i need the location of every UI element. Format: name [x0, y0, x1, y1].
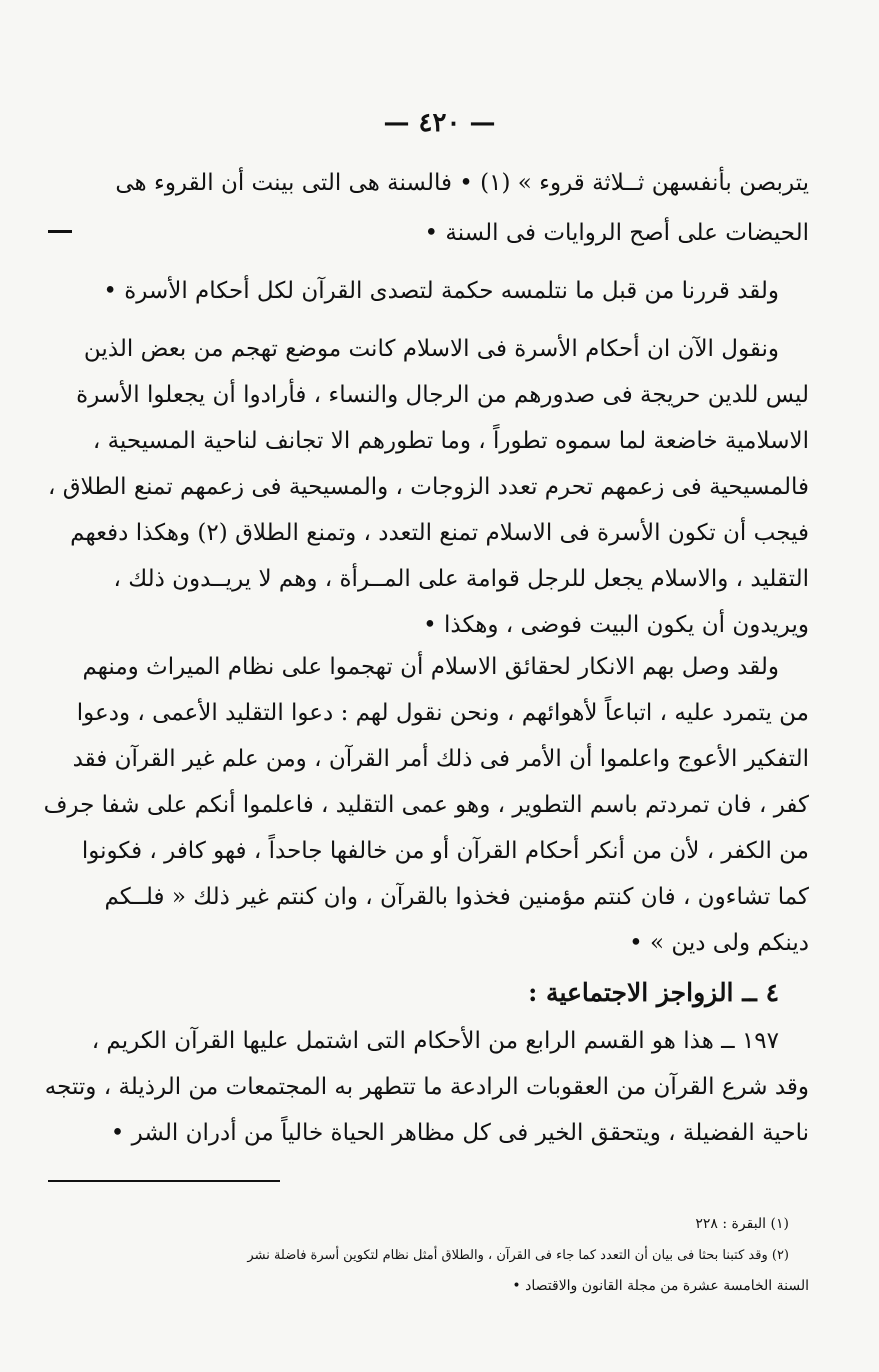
footnote-2: (٢) وقد كتبنا بحثا فى بيان أن التعدد كما جاء فى القرآن ، والطلاق أمثل نظام لتكوين أسرة فاضلة نشر — [247, 1248, 789, 1263]
text-line: ليس للدين حريجة فى صدورهم من الرجال والنساء ، فأرادوا أن يجعلوا الأسرة — [76, 382, 809, 408]
text-line: ١٩٧ ــ هذا هو القسم الرابع من الأحكام التى اشتمل عليها القرآن الكريم ، — [91, 1028, 779, 1054]
text-line: التفكير الأعوج واعلموا أن الأمر فى ذلك أمر القرآن ، ومن علم غير القرآن فقد — [72, 746, 809, 772]
section-heading: ٤ ــ الزواجز الاجتماعية : — [528, 978, 779, 1007]
text-line: فالمسيحية فى زعمهم تحرم تعدد الزوجات ، والمسيحية فى زعمهم تمنع الطلاق ، — [47, 474, 809, 500]
text-line: الاسلامية خاضعة لما سموه تطوراً ، وما تطورهم الا تجانف لناحية المسيحية ، — [92, 428, 809, 454]
margin-dash — [48, 230, 72, 233]
text-line: وقد شرع القرآن من العقوبات الرادعة ما تتطهر به المجتمعات من الرذيلة ، وتتجه — [44, 1074, 809, 1100]
text-line: التقليد ، والاسلام يجعل للرجل قوامة على المــرأة ، وهم لا يريــدون ذلك ، — [113, 566, 809, 592]
text-line: الحيضات على أصح الروايات فى السنة • — [424, 220, 809, 246]
text-line: دينكم ولى دين » • — [629, 930, 809, 956]
text-line: فيجب أن تكون الأسرة فى الاسلام تمنع التعدد ، وتمنع الطلاق (٢) وهكذا دفعهم — [70, 520, 809, 546]
text-line: ونقول الآن ان أحكام الأسرة فى الاسلام كانت موضع تهجم من بعض الذين — [83, 336, 779, 362]
text-line: ولقد قررنا من قبل ما نتلمسه حكمة لتصدى القرآن لكل أحكام الأسرة • — [103, 278, 779, 304]
footnote-1: (١) البقرة : ٢٢٨ — [695, 1216, 789, 1232]
page-number: — ٤٢٠ — — [383, 108, 496, 138]
text-line: من يتمرد عليه ، اتباعاً لأهوائهم ، ونحن نقول لهم : دعوا التقليد الأعمى ، ودعوا — [76, 700, 809, 726]
footnote-2-continuation: السنة الخامسة عشرة من مجلة القانون والاقتصاد • — [512, 1278, 809, 1294]
text-line: من الكفر ، لأن من أنكر أحكام القرآن أو من خالفها جاحداً ، فهو كافر ، فكونوا — [81, 838, 809, 864]
text-line: ناحية الفضيلة ، ويتحقق الخير فى كل مظاهر الحياة خالياً من أدران الشر • — [110, 1120, 809, 1146]
text-line: كما تشاءون ، فان كنتم مؤمنين فخذوا بالقرآن ، وان كنتم غير ذلك « فلــكم — [104, 884, 809, 910]
text-line: كفر ، فان تمردتم باسم التطوير ، وهو عمى التقليد ، فاعلموا أنكم على شفا جرف — [43, 792, 809, 818]
text-line: يتربصن بأنفسهن ثــلاثة قروء » (١) • فالسنة هى التى بينت أن القروء هى — [115, 170, 809, 196]
text-line: ويريدون أن يكون البيت فوضى ، وهكذا • — [423, 612, 809, 638]
footnote-rule — [48, 1180, 280, 1182]
text-line: ولقد وصل بهم الانكار لحقائق الاسلام أن تهجموا على نظام الميراث ومنهم — [82, 654, 779, 680]
